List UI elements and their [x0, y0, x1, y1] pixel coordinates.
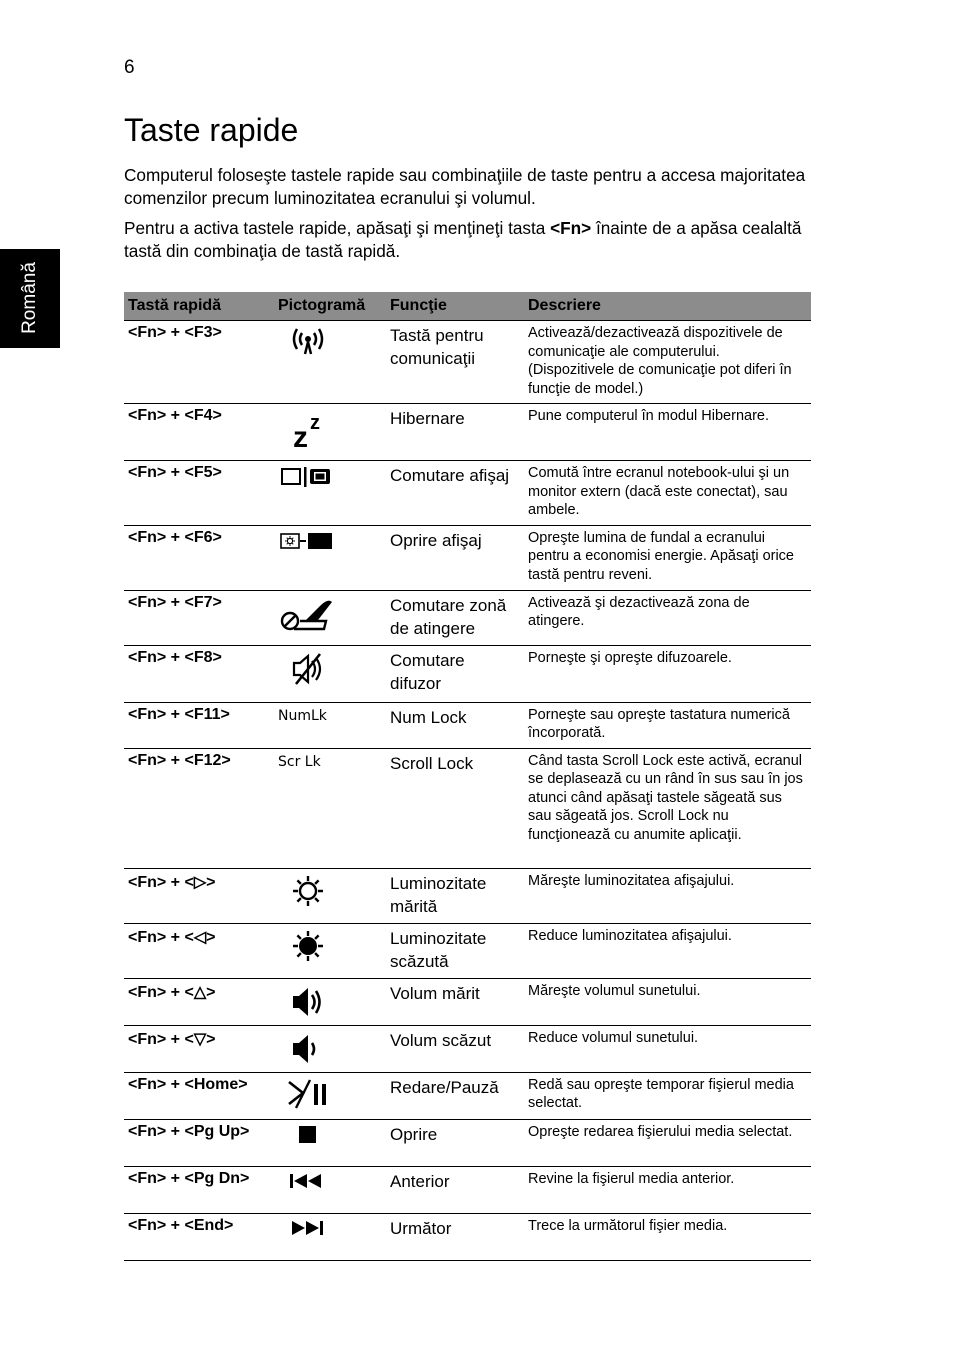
table-row [124, 978, 811, 1025]
icon-cell [274, 645, 386, 702]
hotkey-cell: <Fn> + <F6> [124, 525, 274, 590]
table-row [124, 1025, 811, 1072]
play-pause-icon [278, 1078, 338, 1114]
instruction-text-before: Pentru a activa tastele rapide, apăsaţi şi menţineţi tasta [124, 218, 551, 238]
hotkey-cell: <Fn> + <△> [124, 978, 274, 1025]
key-label-icon: Scr Lk [278, 753, 321, 770]
stop-icon [278, 1125, 338, 1161]
function-cell: Num Lock [386, 702, 524, 748]
description-cell: Măreşte luminozitatea afişajului. [524, 868, 811, 923]
function-cell: Luminozitate scăzută [386, 923, 524, 978]
icon-cell [274, 748, 386, 868]
icon-cell [274, 461, 386, 526]
hotkey-cell: <Fn> + <Pg Up> [124, 1119, 274, 1166]
function-cell: Redare/Pauză [386, 1072, 524, 1119]
function-cell: Volum scăzut [386, 1025, 524, 1072]
table-row [124, 525, 811, 590]
header-description: Descriere [524, 292, 811, 321]
instruction-text-after: înainte de a apăsa cealaltă tastă din combinaţia de tastă rapidă. [124, 218, 802, 261]
language-tab-label: Română [19, 262, 40, 334]
icon-cell [274, 702, 386, 748]
description-cell: Activează/dezactivează dispozitivele de comunicaţie ale computerului. (Dispozitivele de comunicaţie pot diferi în funcţie de model.) [524, 321, 811, 404]
previous-track-icon [278, 1172, 338, 1208]
description-cell: Reduce volumul sunetului. [524, 1025, 811, 1072]
icon-cell [274, 525, 386, 590]
sleep-icon [278, 409, 338, 449]
intro-paragraph: Computerul foloseşte tastele rapide sau combinaţiile de taste pentru a accesa majoritatea comenzilor precum luminozitatea ecranului şi volumul. [124, 165, 806, 208]
header-function: Funcţie [386, 292, 524, 321]
key-label-icon: NumLk [278, 707, 327, 724]
table-row [124, 590, 811, 645]
instruction-key: <Fn> [550, 218, 592, 238]
hotkey-cell: <Fn> + <▽> [124, 1025, 274, 1072]
description-cell: Pune computerul în modul Hibernare. [524, 404, 811, 461]
icon-cell [274, 321, 386, 404]
description-cell: Reduce luminozitatea afişajului. [524, 923, 811, 978]
description-cell: Opreşte lumina de fundal a ecranului pentru a economisi energie. Apăsaţi orice tastă pentru reveni. [524, 525, 811, 590]
function-cell: Comutare zonă de atingere [386, 590, 524, 645]
icon-cell [274, 978, 386, 1025]
table-row [124, 321, 811, 404]
icon-cell [274, 1119, 386, 1166]
table-row [124, 1213, 811, 1260]
speaker-mute-icon [278, 651, 338, 687]
description-cell: Trece la următorul fişier media. [524, 1213, 811, 1260]
table-row [124, 461, 811, 526]
page-number: 6 [124, 57, 135, 78]
function-cell: Oprire [386, 1119, 524, 1166]
function-cell: Hibernare [386, 404, 524, 461]
table-row [124, 1119, 811, 1166]
table-row [124, 868, 811, 923]
function-cell: Scroll Lock [386, 748, 524, 868]
hotkey-cell: <Fn> + <▷> [124, 868, 274, 923]
brightness-down-icon [278, 929, 338, 965]
hotkey-cell: <Fn> + <End> [124, 1213, 274, 1260]
function-cell: Următor [386, 1213, 524, 1260]
function-cell: Volum mărit [386, 978, 524, 1025]
table-header-row [124, 292, 811, 321]
display-toggle-icon [278, 466, 338, 502]
description-cell: Redă sau opreşte temporar fişierul media selectat. [524, 1072, 811, 1119]
function-cell: Comutare afişaj [386, 461, 524, 526]
icon-cell [274, 1166, 386, 1213]
function-cell: Anterior [386, 1166, 524, 1213]
svg-text:z: z [293, 421, 308, 449]
table-row [124, 404, 811, 461]
language-tab [0, 249, 60, 348]
hotkeys-table [124, 292, 811, 1261]
description-cell: Comută între ecranul notebook-ului şi un monitor extern (dacă este conectat), sau ambele. [524, 461, 811, 526]
header-hotkey: Tastă rapidă [124, 292, 274, 321]
wireless-icon [278, 326, 338, 362]
brightness-up-icon [278, 874, 338, 910]
header-icon: Pictogramă [274, 292, 386, 321]
icon-cell [274, 1072, 386, 1119]
page-title: Taste rapide [124, 112, 299, 148]
table-row [124, 702, 811, 748]
function-cell: Oprire afişaj [386, 525, 524, 590]
icon-cell [274, 1213, 386, 1260]
icon-cell [274, 590, 386, 645]
hotkey-cell: <Fn> + <Pg Dn> [124, 1166, 274, 1213]
volume-down-icon [278, 1031, 338, 1067]
description-cell: Opreşte redarea fişierului media selectat. [524, 1119, 811, 1166]
description-cell: Activează şi dezactivează zona de atingere. [524, 590, 811, 645]
volume-up-icon [278, 984, 338, 1020]
hotkey-cell: <Fn> + <F4> [124, 404, 274, 461]
next-track-icon [278, 1219, 338, 1255]
function-cell: Luminozitate mărită [386, 868, 524, 923]
table-row [124, 645, 811, 702]
hotkey-cell: <Fn> + <◁> [124, 923, 274, 978]
function-cell: Comutare difuzor [386, 645, 524, 702]
table-row [124, 923, 811, 978]
instruction-paragraph [124, 217, 814, 263]
table-row [124, 1166, 811, 1213]
svg-text:z: z [310, 412, 320, 434]
hotkey-cell: <Fn> + <F11> [124, 702, 274, 748]
icon-cell [274, 1025, 386, 1072]
display-off-icon [278, 531, 338, 567]
touchpad-toggle-icon [278, 596, 338, 632]
hotkey-cell: <Fn> + <F5> [124, 461, 274, 526]
hotkey-cell: <Fn> + <Home> [124, 1072, 274, 1119]
description-cell: Măreşte volumul sunetului. [524, 978, 811, 1025]
description-cell: Revine la fişierul media anterior. [524, 1166, 811, 1213]
table-row [124, 1072, 811, 1119]
icon-cell [274, 923, 386, 978]
hotkey-cell: <Fn> + <F3> [124, 321, 274, 404]
icon-cell [274, 404, 386, 461]
icon-cell [274, 868, 386, 923]
hotkey-cell: <Fn> + <F12> [124, 748, 274, 868]
table-row [124, 748, 811, 868]
hotkey-cell: <Fn> + <F7> [124, 590, 274, 645]
function-cell: Tastă pentru comunicaţii [386, 321, 524, 404]
description-cell: Când tasta Scroll Lock este activă, ecranul se deplasează cu un rând în sus sau în jos atunci când apăsaţi tastele săgeată sus sau săgeată jos. Scroll Lock nu funcţionează cu anumite aplicaţii. [524, 748, 811, 868]
description-cell: Porneşte şi opreşte difuzoarele. [524, 645, 811, 702]
hotkey-cell: <Fn> + <F8> [124, 645, 274, 702]
description-cell: Porneşte sau opreşte tastatura numerică încorporată. [524, 702, 811, 748]
